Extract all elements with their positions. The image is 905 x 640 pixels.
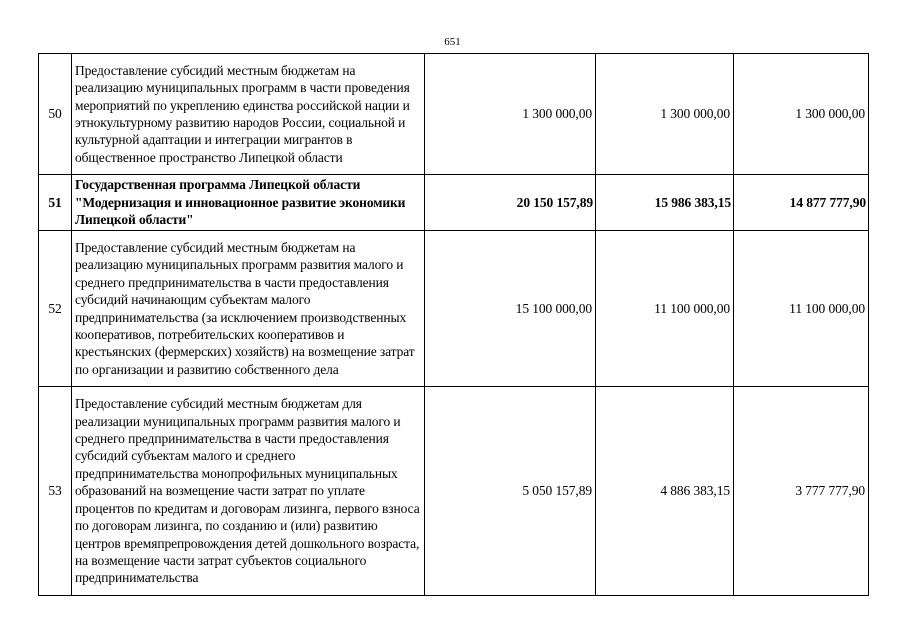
table-row [39, 231, 869, 387]
amount-cell: 15 100 000,00 [425, 231, 596, 387]
amount-cell: 1 300 000,00 [734, 54, 869, 175]
row-number: 51 [39, 175, 72, 231]
amount-cell: 15 986 383,15 [596, 175, 734, 231]
table-row [39, 175, 869, 231]
row-description: Предоставление субсидий местным бюджетам для реализации муниципальных программ развития малого и среднего предпринимательства в части предоставления субсидий субъектам малого и среднего предпринимательства монопрофильных муниципальных образований на возмещение части затрат по уплате процентов по кредитам и договорам лизинга, первого взноса по договорам лизинга, по созданию и (или) развитию центров времяпрепровождения детей дошкольного возраста, на возмещение части затрат субъектов социального предпринимательства [72, 387, 425, 596]
row-description: Предоставление субсидий местным бюджетам на реализацию муниципальных программ в части проведения мероприятий по укреплению единства российской нации и этнокультурному развитию народов России, социальной и культурной адаптации и интеграции мигрантов в общественное пространство Липецкой области [72, 54, 425, 175]
table-row [39, 387, 869, 596]
row-description: Предоставление субсидий местным бюджетам на реализацию муниципальных программ развития малого и среднего предпринимательства в части предоставления субсидий начинающим субъектам малого предпринимательства (за исключением производственных кооперативов, потребительских кооперативов и крестьянских (фермерских) хозяйств) на возмещение затрат по организации и развитию собственного дела [72, 231, 425, 387]
amount-cell: 3 777 777,90 [734, 387, 869, 596]
amount-cell: 4 886 383,15 [596, 387, 734, 596]
amount-cell: 1 300 000,00 [425, 54, 596, 175]
amount-cell: 11 100 000,00 [596, 231, 734, 387]
row-number: 53 [39, 387, 72, 596]
table-row [39, 54, 869, 175]
amount-cell: 1 300 000,00 [596, 54, 734, 175]
page-number: 651 [444, 36, 461, 48]
row-number: 50 [39, 54, 72, 175]
amount-cell: 11 100 000,00 [734, 231, 869, 387]
row-number: 52 [39, 231, 72, 387]
program-title: Государственная программа Липецкой области "Модернизация и инновационное развитие экономики Липецкой области" [72, 175, 425, 231]
amount-cell: 5 050 157,89 [425, 387, 596, 596]
budget-table [38, 53, 869, 596]
amount-cell: 14 877 777,90 [734, 175, 869, 231]
amount-cell: 20 150 157,89 [425, 175, 596, 231]
